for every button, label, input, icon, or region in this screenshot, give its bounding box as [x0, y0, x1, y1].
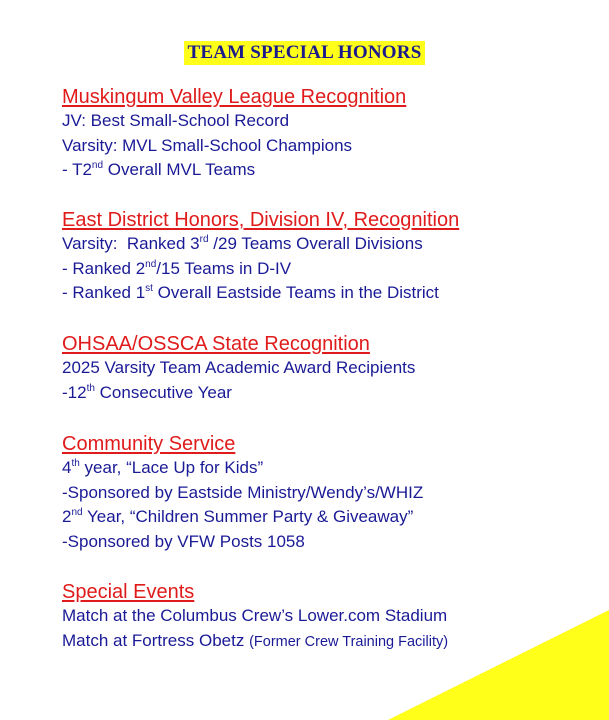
section-mvl-recognition [62, 85, 406, 183]
ordinal-suffix: th [71, 458, 80, 469]
honor-line: Varsity: MVL Small-School Champions [62, 135, 353, 155]
ordinal-suffix: th [86, 382, 95, 394]
section-heading: Special Events [62, 581, 195, 603]
parenthetical-note: (Former Crew Training Facility) [249, 633, 449, 650]
section-heading: East District Honors, Division IV, Recognition [62, 209, 460, 231]
section-east-district-honors [62, 208, 459, 306]
honor-line [62, 257, 459, 282]
line-text: -12 [62, 382, 87, 402]
line-text: Year, “Children Summer Party & Giveaway” [82, 507, 414, 526]
line-text: year, “Lace Up for Kids” [79, 458, 264, 477]
honor-line: 2025 Varsity Team Academic Award Recipients [62, 358, 416, 377]
section-heading: OHSAA/OSSCA State Recognition [62, 333, 370, 355]
section-state-recognition [62, 332, 415, 405]
ordinal-suffix: rd [199, 234, 209, 245]
line-text: Overall MVL Teams [103, 160, 256, 179]
section-heading: Community Service [62, 433, 236, 455]
honor-line [62, 281, 459, 306]
honor-line [62, 456, 423, 481]
honor-line: -Sponsored by Eastside Ministry/Wendy’s/WHIZ [62, 482, 424, 502]
section-heading: Muskingum Valley League Recognition [62, 86, 407, 108]
line-text: - Ranked 2 [62, 258, 146, 278]
section-community-service [62, 432, 423, 554]
honor-line [62, 381, 415, 406]
honor-line [62, 505, 423, 530]
line-text: Consecutive Year [94, 382, 232, 402]
line-text: /15 Teams in D-IV [156, 258, 292, 278]
line-text: 4 [62, 458, 72, 477]
honor-line [62, 158, 406, 183]
ordinal-suffix: nd [91, 160, 104, 171]
ordinal-suffix: st [145, 283, 153, 294]
line-text: Overall Eastside Teams in the District [152, 283, 439, 302]
line-text: - T2 [62, 160, 92, 179]
honor-line [62, 232, 459, 257]
line-text: Varsity: Ranked 3 [62, 234, 200, 253]
line-text: - Ranked 1 [62, 283, 146, 302]
line-text: 2 [62, 507, 72, 526]
line-text: /29 Teams Overall Divisions [208, 234, 423, 253]
section-special-events [62, 580, 448, 654]
honor-line: -Sponsored by VFW Posts 1058 [62, 531, 305, 551]
ordinal-suffix: nd [145, 258, 157, 270]
ordinal-suffix: nd [71, 507, 83, 518]
page-title: TEAM SPECIAL HONORS [184, 41, 426, 65]
line-text: Match at Fortress Obetz [62, 630, 250, 650]
honor-line: Match at the Columbus Crew’s Lower.com Stadium [62, 606, 448, 625]
title-wrap [0, 41, 609, 65]
honor-line: JV: Best Small-School Record [62, 111, 290, 130]
honor-line [62, 629, 448, 655]
